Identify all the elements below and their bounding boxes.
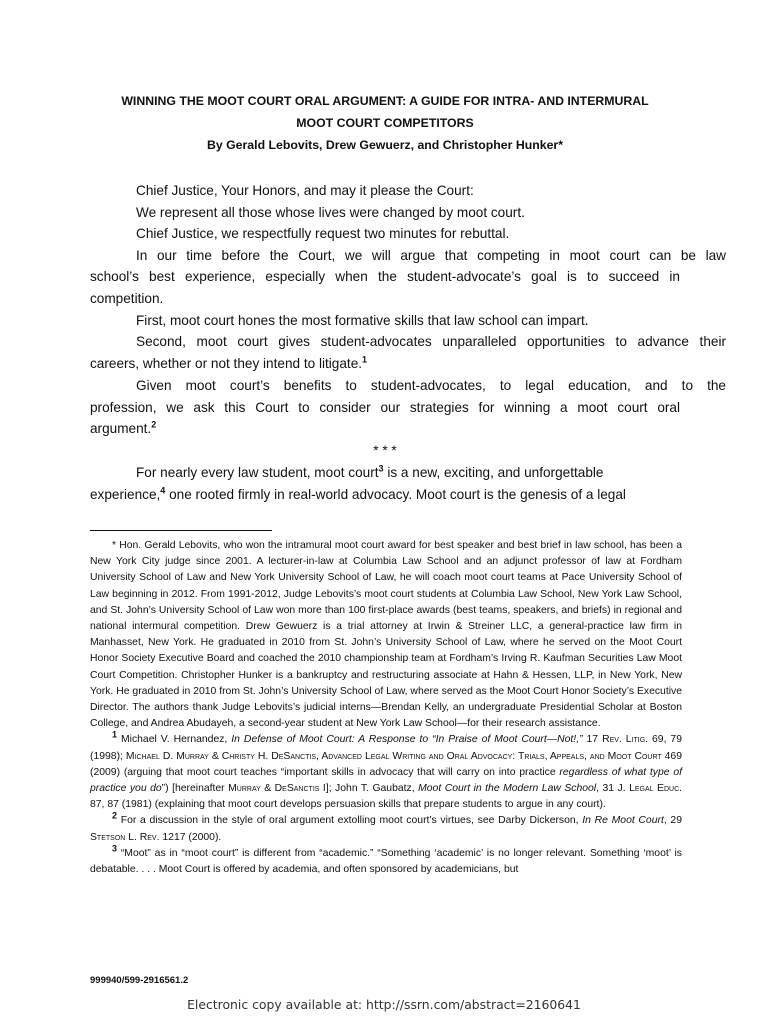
paragraph-line: Second, moot court gives student-advocates unparalleled opportunities to advance their	[136, 334, 726, 349]
line-text: careers, whether or not they intend to litigate.	[90, 356, 363, 371]
footnote-text: 469 (2009) (arguing that moot court teaches “important skills in advocacy that will carry on into practice	[90, 750, 682, 778]
footnote-text: , 31 J.	[596, 783, 630, 795]
paragraph-line: We represent all those whose lives were changed by moot court.	[136, 205, 525, 220]
paragraph-line	[90, 484, 680, 506]
footnote-text: ”) [hereinafter	[161, 783, 229, 795]
footnote-separator	[90, 530, 272, 531]
footnote-text: * Hon. Gerald Lebovits, who won the intramural moot court award for best speaker and best brief in law school, has been a New York City judge since 2001. A lecturer-in-law at Columbia Law School and an adjunct professor of law at Fordham University School of Law and New York University School of Law, he will coach moot court teams at Pace University School of Law beginning in 2012. From 1991-2012, Judge Lebovits’s moot court students at Columbia Law School, New York Law School, and St. John’s University School of Law won more than 100 first-place awards (best teams, speakers, and briefs) in regional and national intermural competition. Drew Gewuerz is a trial attorney at Irwin & Streiner LLC, a general-practice law firm in Manhasset, New York. He graduated in 2010 from St. John’s University School of Law, where he served on the Moot Court Honor Society Executive Board and coached the 2010 championship team at Fordham’s Irving R. Kaufman Securities Law Moot Court Competition. Christopher Hunker is a bankruptcy and restructuring associate at Hahn & Hessen, LLP, in New York, New York. He graduated in 2010 from St. John’s University School of Law, where served as the Moot Court Honor Society’s Executive Director. The authors thank Judge Lebovits’s judicial interns—Brendan Kelly, an undergraduate Presidential Scholar at Boston College, and Andrea Abudayeh, a second-year student at New York Law School—for their research assistance.	[90, 540, 682, 730]
footnote-star	[90, 538, 682, 732]
section-break: * * *	[373, 443, 397, 458]
line-text: experience,	[90, 487, 161, 502]
journal-name: Stetson L. Rev.	[90, 831, 160, 843]
paragraph-line: Given moot court’s benefits to student-advocates, to legal education, and to the	[136, 378, 726, 393]
paragraph-line: competition.	[90, 291, 164, 306]
quote-emphasis: regardless of what type of practice you do	[90, 766, 682, 795]
footnote-mark: 2	[112, 810, 118, 821]
paragraph-line: school’s best experience, especially when the student-advocate’s goal is to succeed in	[90, 269, 680, 284]
citation-title: Moot Court in the Modern Law School	[418, 783, 597, 795]
paragraph-line: In our time before the Court, we will argue that competing in moot court can be law	[136, 248, 726, 263]
paragraph-line	[90, 462, 726, 484]
journal-name: Rev. Litig.	[602, 734, 649, 746]
journal-name: Legal Educ.	[629, 783, 683, 795]
footnote-3	[90, 843, 682, 878]
footnote-ref[interactable]: 2	[151, 419, 157, 430]
title-line-2: MOOT COURT COMPETITORS	[296, 116, 474, 130]
line-text: For nearly every law student, moot court	[136, 465, 379, 480]
paragraph-line	[90, 418, 680, 440]
footnote-2	[90, 810, 682, 845]
footnote-text: 69, 79 (1998);	[90, 734, 682, 762]
document-id: 999940/599-2916561.2	[90, 975, 189, 986]
paragraph-line: Chief Justice, we respectfully request two minutes for rebuttal.	[136, 226, 510, 241]
paragraph-line: First, moot court hones the most formative skills that law school can impart.	[136, 313, 589, 328]
footnote-ref[interactable]: 4	[160, 485, 166, 496]
footnote-text: , 29	[663, 815, 682, 827]
byline: By Gerald Lebovits, Drew Gewuerz, and Christopher Hunker*	[206, 138, 563, 152]
citation-title: In Re Moot Court	[582, 815, 664, 827]
footnote-text: “Moot” as in “moot court” is different from “academic.” “Something ‘academic’ is no longer relevant. Something ‘moot’ is debatable. . . . Moot Court is offered by academia, and often sponsored by academicians, but	[90, 847, 682, 876]
salutation: Chief Justice, Your Honors, and may it please the Court:	[136, 183, 474, 198]
footnote-mark: 3	[112, 843, 118, 854]
title-line-1: WINNING THE MOOT COURT ORAL ARGUMENT: A GUIDE FOR INTRA- AND INTERMURAL	[121, 94, 649, 108]
footnote-text: 1217 (2000).	[159, 831, 222, 843]
paragraph-line: profession, we ask this Court to consider our strategies for winning a moot court oral	[90, 400, 680, 415]
line-text: one rooted firmly in real-world advocacy. Moot court is the genesis of a legal	[165, 487, 626, 502]
line-text: argument.	[90, 421, 152, 436]
paragraph-line	[90, 353, 680, 375]
footnote-1	[90, 729, 683, 813]
footnote-text: 87, 87 (1981) (explaining that moot court develops persuasion skills that prepare students to argue in any court).	[90, 799, 606, 811]
footnote-mark: 1	[112, 729, 118, 740]
footnote-text: For a discussion in the style of oral argument extolling moot court’s virtues, see Darby Dickerson,	[117, 815, 583, 827]
footnotes	[90, 538, 682, 878]
citation-title: In Defense of Moot Court: A Response to “In Praise of Moot Court—Not!,”	[231, 734, 583, 746]
footnote-text: I]; John T. Gaubatz,	[319, 783, 419, 795]
line-text: is a new, exciting, and unforgettable	[383, 465, 604, 480]
footnote-ref[interactable]: 1	[362, 354, 368, 365]
footnote-ref[interactable]: 3	[378, 463, 384, 474]
footnote-text: Michael V. Hernandez,	[117, 734, 232, 746]
short-cite: Murray & DeSanctis	[228, 783, 320, 795]
ssrn-notice[interactable]: Electronic copy available at: http://ssrn.com/abstract=2160641	[187, 997, 581, 1012]
book-title: Michael D. Murray & Christy H. DeSanctis, Advanced Legal Writing and Oral Advocacy: Trials, Appeals, and Moot Court	[125, 750, 662, 762]
footnote-text: 17	[582, 734, 603, 746]
